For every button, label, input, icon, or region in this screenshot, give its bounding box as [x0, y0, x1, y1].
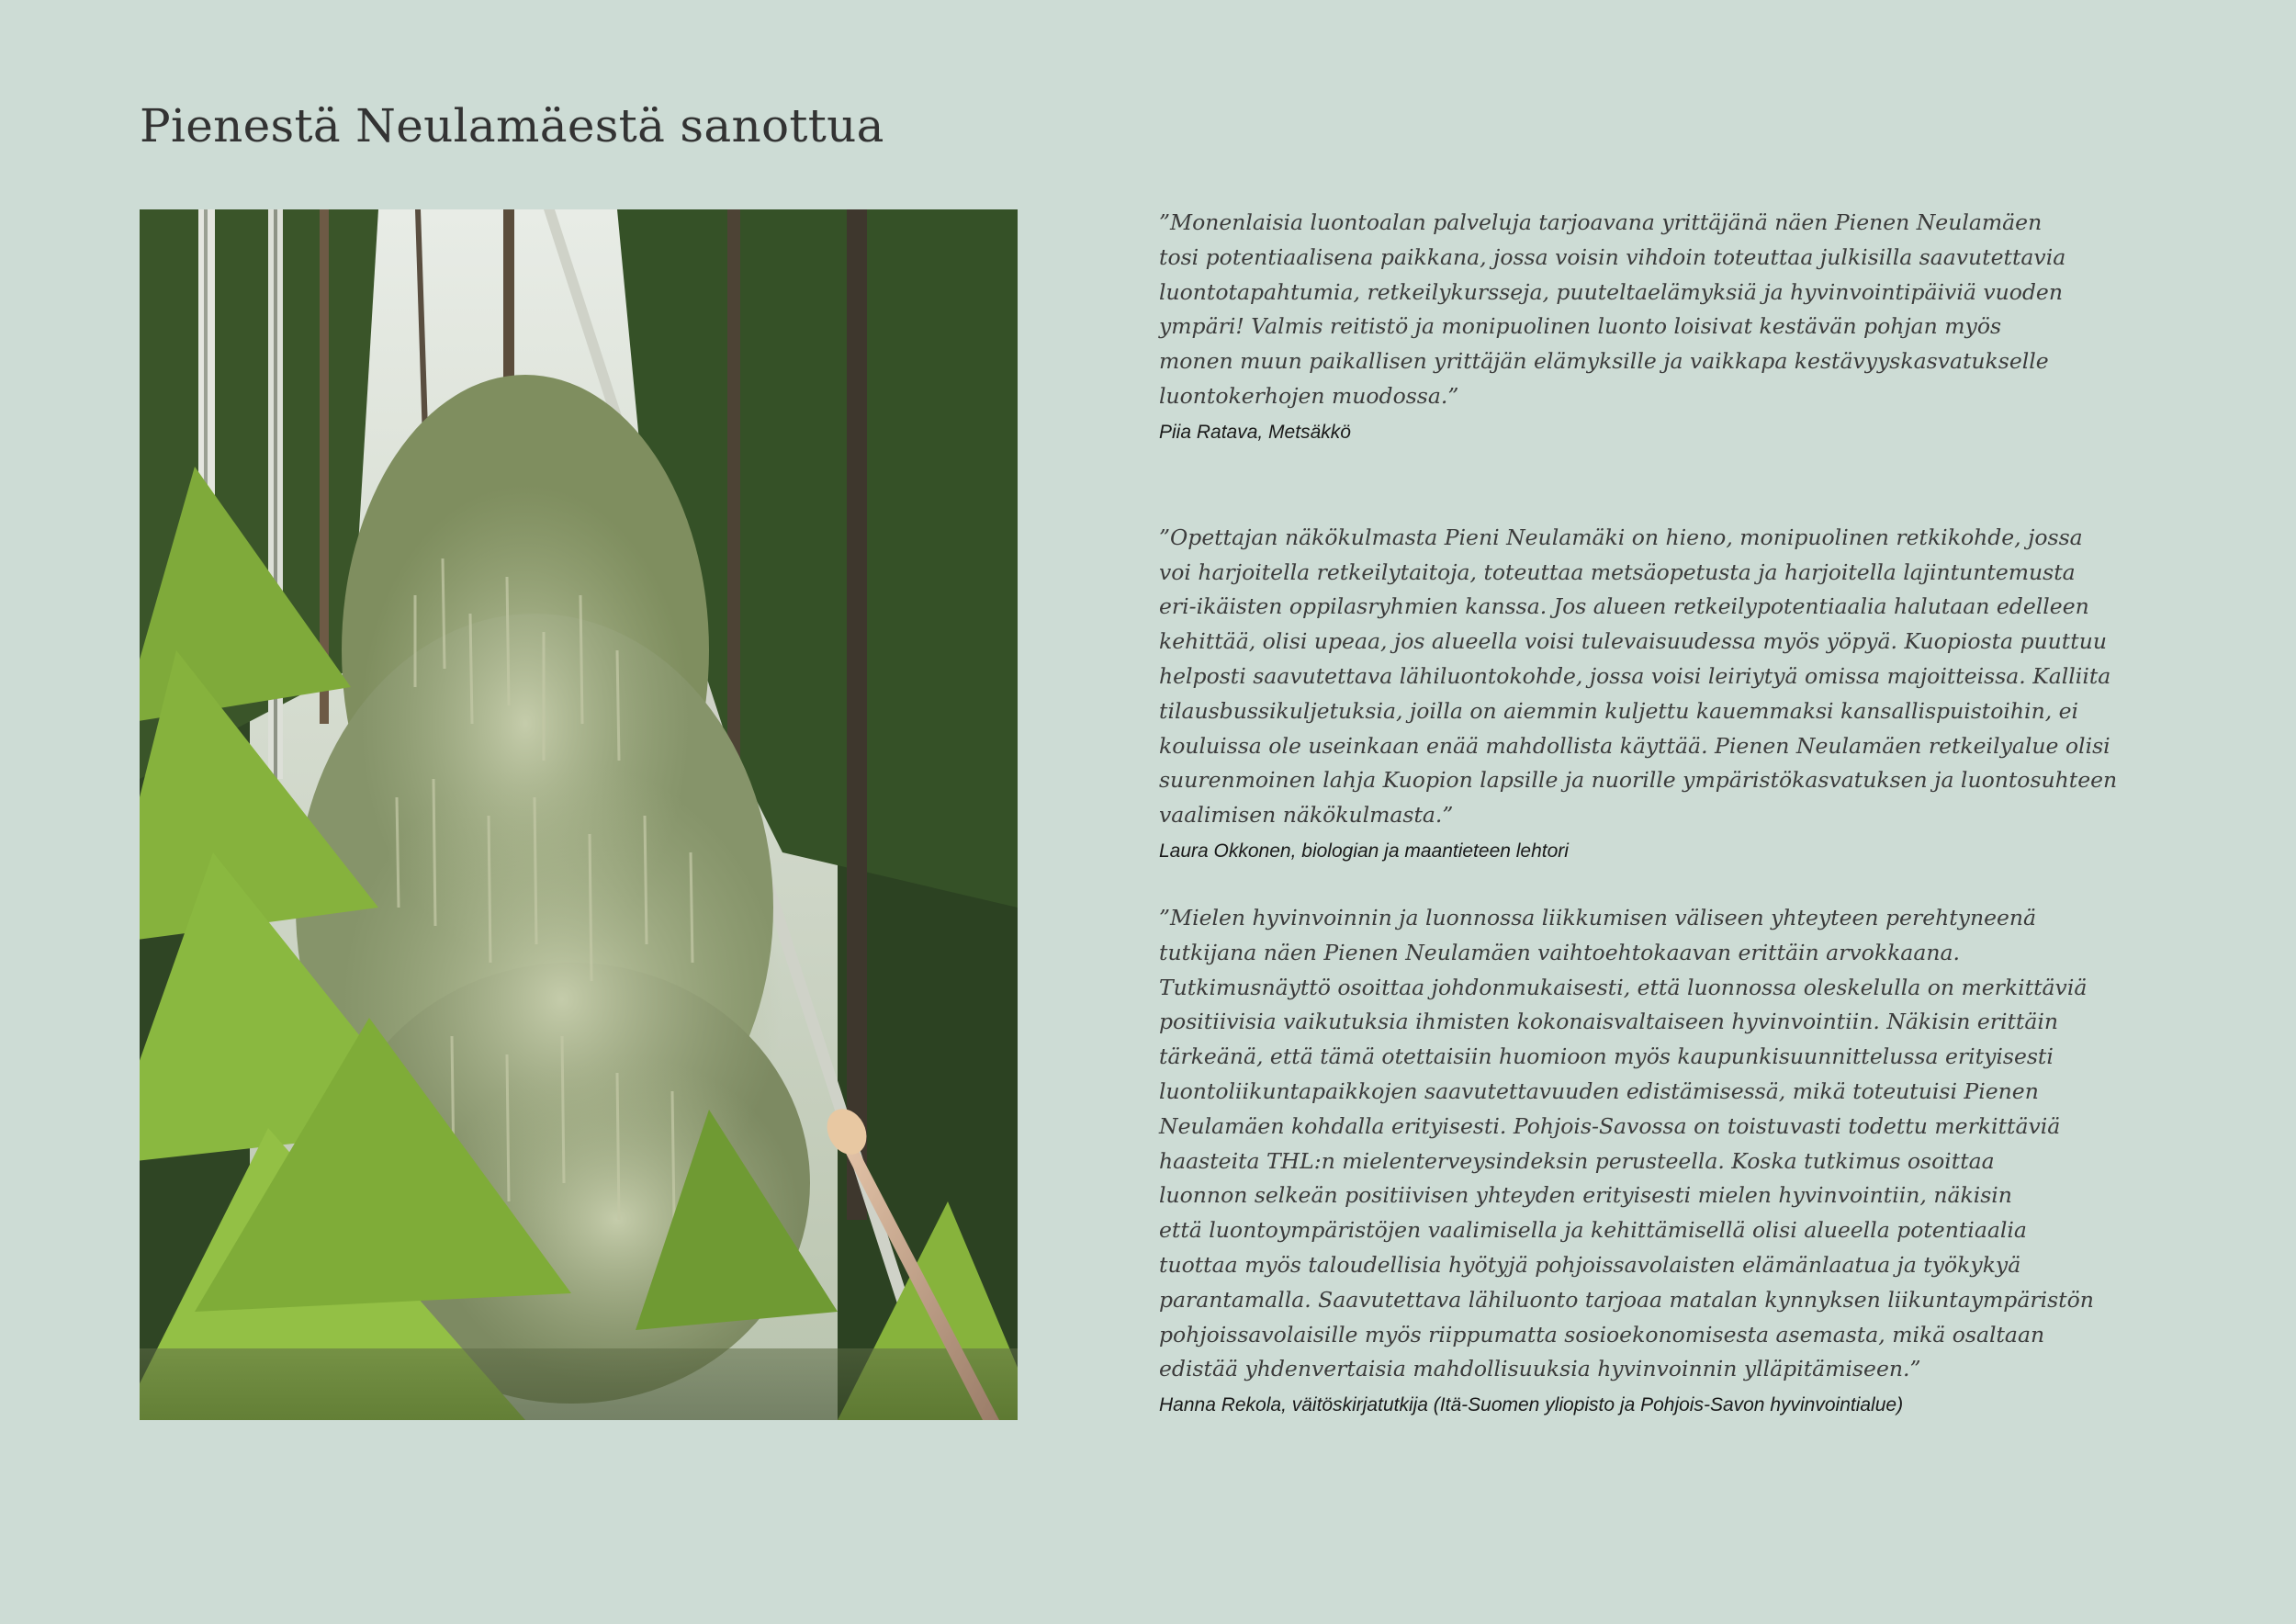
quote-line: luontoliikuntapaikkojen saavutettavuuden edistämisessä, mikä toteutuisi Pienen: [1159, 1077, 2039, 1104]
quote-line: ”Opettajan näkökulmasta Pieni Neulamäki on hieno, monipuolinen retkikohde, jossa: [1159, 524, 2083, 550]
page-title: Pienestä Neulamäestä sanottua: [140, 99, 884, 152]
quote-text: [1159, 521, 2118, 833]
quote-line: edistää yhdenvertaisia mahdollisuuksia hyvinvoinnin ylläpitämiseen.”: [1159, 1356, 1921, 1382]
quote-line: monen muun paikallisen yrittäjän elämyksille ja vaikkapa kestävyyskasvatukselle: [1159, 348, 2049, 375]
quote-line: suurenmoinen lahja Kuopion lapsille ja nuorille ympäristökasvatuksen ja luontosuhteen: [1159, 767, 2118, 794]
quote-line: positiivisia vaikutuksia ihmisten kokonaisvaltaiseen hyvinvointiin. Näkisin erittäin: [1159, 1009, 2059, 1035]
quote-line: pohjoissavolaisille myös riippumatta sosioekonomisesta asemasta, mikä osaltaan: [1159, 1321, 2045, 1348]
quote-line: parantamalla. Saavutettava lähiluonto tarjoaa matalan kynnyksen liikuntaympäristön: [1159, 1286, 2094, 1313]
quote-line: Tutkimusnäyttö osoittaa johdonmukaisesti, että luonnossa oleskelulla on merkittäviä: [1159, 974, 2088, 1000]
quote-line: Neulamäen kohdalla erityisesti. Pohjois-Savossa on toistuvasti todettu merkittäviä: [1159, 1112, 2061, 1139]
quote-line: haasteita THL:n mielenterveysindeksin perusteella. Koska tutkimus osoittaa: [1159, 1147, 1995, 1174]
quote-line: luontotapahtumia, retkeilykursseja, puuteltaelämyksiä ja hyvinvointipäiviä vuoden: [1159, 278, 2063, 305]
quote-line: kouluissa ole useinkaan enää mahdollista käyttää. Pienen Neulamäen retkeilyalue olisi: [1159, 732, 2110, 759]
quote-piia-ratava: [1159, 206, 2096, 445]
quote-author: Laura Okkonen, biologian ja maantieteen lehtori: [1159, 840, 1569, 862]
quotes-column: [1159, 206, 2118, 1418]
quote-laura-okkonen: [1159, 521, 2118, 864]
quote-line: tuottaa myös taloudellisia hyötyjä pohjoissavolaisten elämänlaatua ja työkykyä: [1159, 1251, 2021, 1278]
forest-photo: [140, 209, 1018, 1420]
quote-line: luontokerhojen muodossa.”: [1159, 382, 1459, 409]
quote-text: [1159, 901, 2096, 1387]
quote-line: ”Monenlaisia luontoalan palveluja tarjoavana yrittäjänä näen Pienen Neulamäen: [1159, 209, 2043, 235]
quote-line: eri-ikäisten oppilasryhmien kanssa. Jos alueen retkeilypotentiaalia halutaan edelleen: [1159, 593, 2089, 620]
quote-line: helposti saavutettava lähiluontokohde, jossa voisi leiriytyä omissa majoitteissa. Kalliita: [1159, 662, 2111, 689]
quote-hanna-rekola: [1159, 901, 2096, 1418]
quote-line: voi harjoitella retkeilytaitoja, toteuttaa metsäopetusta ja harjoitella lajintuntemusta: [1159, 558, 2076, 585]
quote-text: [1159, 206, 2096, 414]
quote-line: ”Mielen hyvinvoinnin ja luonnossa liikkumisen väliseen yhteyteen perehtyneenä: [1159, 904, 2037, 930]
quote-line: että luontoympäristöjen vaalimisella ja kehittämisellä olisi alueella potentiaalia: [1159, 1217, 2027, 1244]
forest-illustration: [140, 209, 1018, 1420]
quote-author: Hanna Rekola, väitöskirjatutkija (Itä-Suomen yliopisto ja Pohjois-Savon hyvinvointialue): [1159, 1394, 1904, 1416]
quote-line: tilausbussikuljetuksia, joilla on aiemmin kuljettu kauemmaksi kansallispuistoihin, ei: [1159, 697, 2079, 724]
quote-line: tutkijana näen Pienen Neulamäen vaihtoehtokaavan erittäin arvokkaana.: [1159, 939, 1960, 965]
quote-line: ympäri! Valmis reitistö ja monipuolinen luonto loisivat kestävän pohjan myös: [1159, 313, 2002, 340]
quote-line: kehittää, olisi upeaa, jos alueella voisi tulevaisuudessa myös yöpyä. Kuopiosta puuttuu: [1159, 628, 2107, 655]
quote-line: vaalimisen näkökulmasta.”: [1159, 802, 1454, 829]
quote-line: luonnon selkeän positiivisen yhteyden erityisesti mielen hyvinvointiin, näkisin: [1159, 1182, 2012, 1209]
quote-author: Piia Ratava, Metsäkkö: [1159, 421, 1351, 443]
quote-line: tosi potentiaalisena paikkana, jossa voisin vihdoin toteuttaa julkisilla saavutettavia: [1159, 243, 2066, 270]
quote-line: tärkeänä, että tämä otettaisiin huomioon myös kaupunkisuunnittelussa erityisesti: [1159, 1043, 2054, 1070]
